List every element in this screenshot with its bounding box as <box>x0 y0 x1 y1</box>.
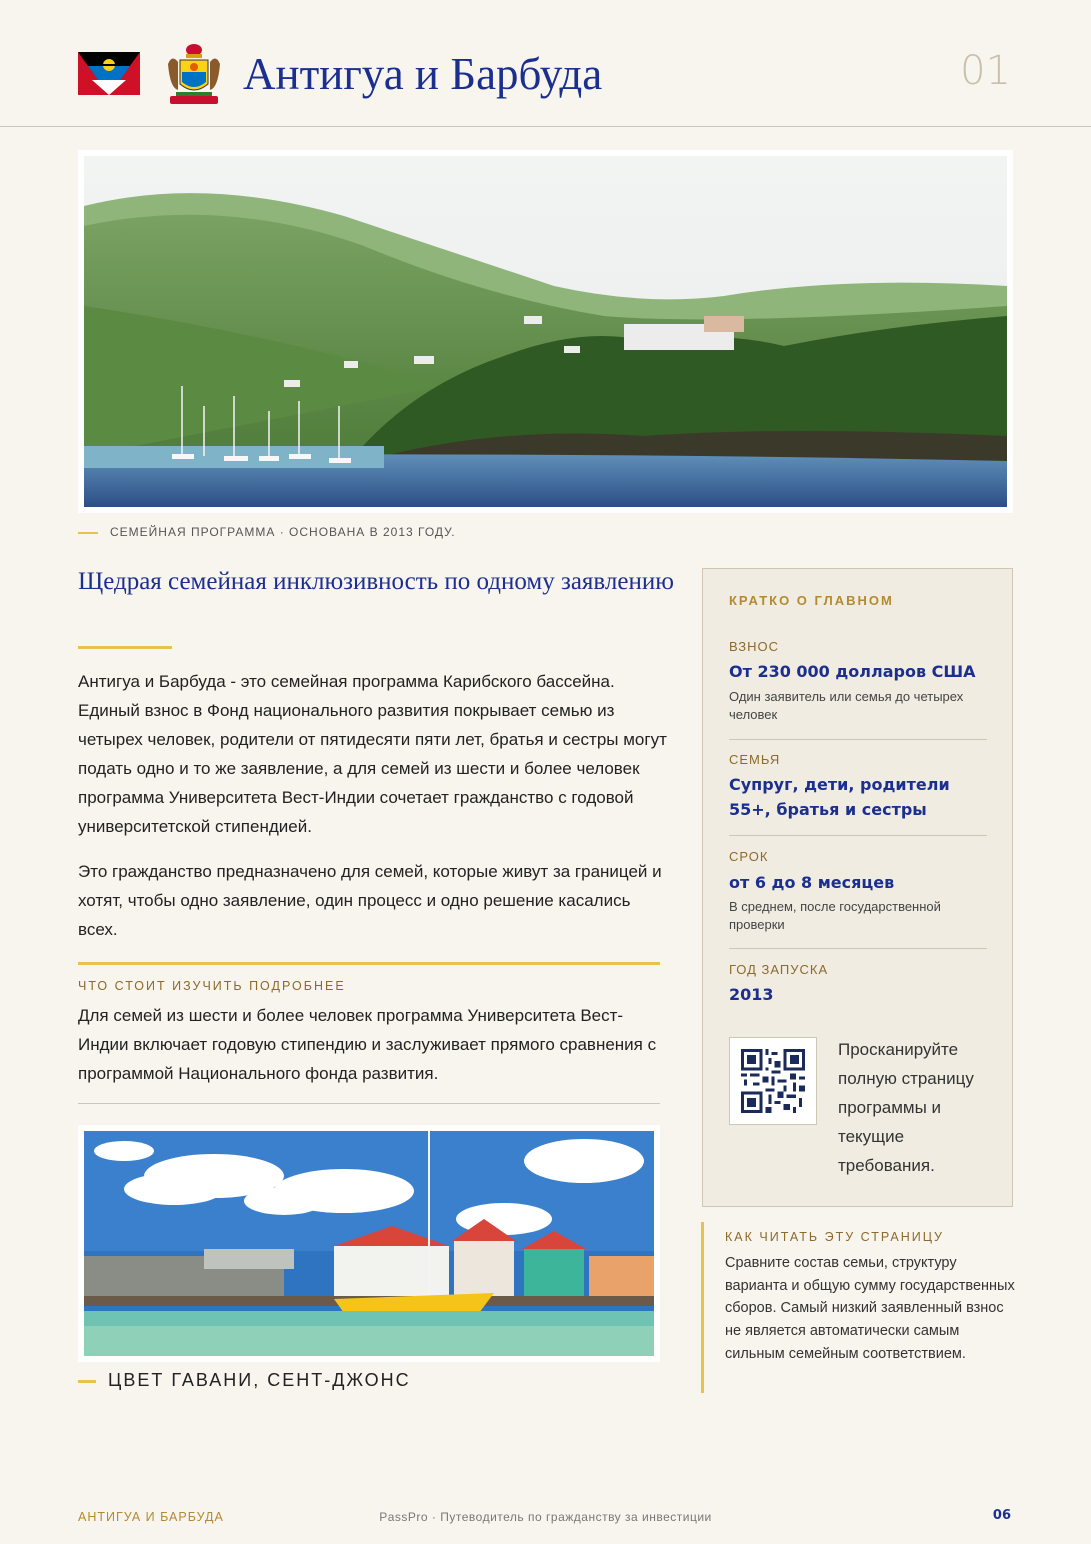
fee-label: ВЗНОС <box>729 639 779 654</box>
section-heading: Щедрая семейная инклюзивность по одному заявлению <box>78 568 674 595</box>
section-number: 01 <box>960 48 1011 94</box>
section-divider <box>78 1103 660 1104</box>
flag-icon <box>78 52 140 95</box>
explore-label: ЧТО СТОИТ ИЗУЧИТЬ ПОДРОБНЕЕ <box>78 979 346 993</box>
page-header <box>0 0 1091 127</box>
how-to-read-text: Сравните состав семьи, структуру варианта и общую сумму государственных сборов. Самый низкий заявленный взнос не является автоматически самым сильным семейным соответствием. <box>725 1255 1015 1362</box>
sidebar-divider <box>729 835 987 836</box>
intro-paragraph: Антигуа и Барбуда - это семейная программа Карибского бассейна. Единый взнос в Фонд национального развития покрывает семью из четырех человек, родители от пятидесяти пяти лет, братья и сестры могут подать одно и то же заявление, а для семей из шести и более человек программа Университета Вест-Индии сочетает гражданство с годовой университетской стипендией. <box>78 672 667 836</box>
term-note: В среднем, после государственной проверки <box>729 899 941 932</box>
explore-text: Для семей из шести и более человек программа Университета Вест-Индии включает годовую стипендию и заслуживает прямого сравнения с программой Национального фонда развития. <box>78 1006 657 1083</box>
how-to-read-box <box>701 1222 1013 1393</box>
hero-caption-text: СЕМЕЙНАЯ ПРОГРАММА · ОСНОВАНА В 2013 ГОДУ. <box>110 525 456 539</box>
harbour-landscape-image <box>84 156 1007 507</box>
coat-of-arms-icon <box>162 40 226 108</box>
heading-underline <box>78 646 172 649</box>
sidebar-divider <box>729 948 987 949</box>
qr-code-icon <box>741 1049 805 1113</box>
term-label: СРОК <box>729 849 769 864</box>
harbour-caption-text: ЦВЕТ ГАВАНИ, СЕНТ-ДЖОНС <box>108 1370 411 1390</box>
summary-sidebar <box>702 568 1013 1207</box>
launch-year-label: ГОД ЗАПУСКА <box>729 962 829 977</box>
family-label: СЕМЬЯ <box>729 752 781 767</box>
sidebar-divider <box>729 739 987 740</box>
qr-caption: Просканируйте полную страницу программы и текущие требования. <box>838 1040 974 1175</box>
harbour-photo <box>78 1125 660 1362</box>
fee-value: От 230 000 долларов США <box>729 662 976 681</box>
harbour-caption <box>78 1370 411 1391</box>
sidebar-title: КРАТКО О ГЛАВНОМ <box>729 593 894 608</box>
hero-photo <box>78 150 1013 513</box>
launch-year-value: 2013 <box>729 985 774 1004</box>
caption-dash <box>78 532 98 534</box>
caption-dash <box>78 1380 96 1383</box>
explore-divider <box>78 962 660 965</box>
qr-code[interactable] <box>729 1037 817 1125</box>
fee-note: Один заявитель или семья до четырех человек <box>729 689 964 722</box>
footer-publication: PassPro · Путеводитель по гражданству за инвестиции <box>379 1510 712 1524</box>
how-to-read-accent-bar <box>701 1222 704 1393</box>
saint-johns-harbour-image <box>84 1131 654 1356</box>
audience-paragraph: Это гражданство предназначено для семей, которые живут за границей и хотят, чтобы одно заявление, один процесс и одно решение касались всех. <box>78 862 662 939</box>
footer-page-number: 06 <box>992 1508 1011 1523</box>
footer-country: АНТИГУА И БАРБУДА <box>78 1510 224 1524</box>
how-to-read-title: КАК ЧИТАТЬ ЭТУ СТРАНИЦУ <box>725 1230 944 1244</box>
page-title: Антигуа и Барбуда <box>243 49 603 99</box>
hero-caption <box>78 525 456 539</box>
family-value: Супруг, дети, родители 55+, братья и сестры <box>729 775 950 819</box>
term-value: от 6 до 8 месяцев <box>729 873 895 892</box>
